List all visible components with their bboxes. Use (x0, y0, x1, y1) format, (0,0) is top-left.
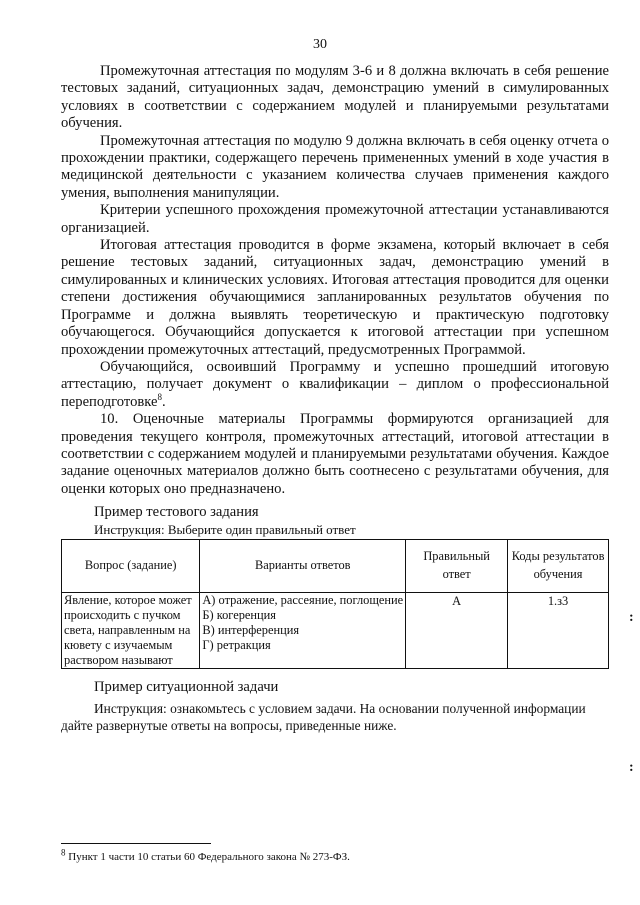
paragraph: 10. Оценочные материалы Программы формируются организацией для проведения текущего контроля, промежуточных аттестаций, итоговой аттестации в соответствии с содержанием модулей и планируемыми результатами обучения. Каждое задание оценочных материалов должно быть соотнесено с результатами обучения, для оценки которых оно предназначено. (61, 411, 609, 497)
options-cell (200, 592, 406, 668)
paragraph-end: . (161, 393, 166, 410)
paragraph: Критерии успешного прохождения промежуточной аттестации устанавливаются организацией. (61, 202, 609, 236)
correct-answer-cell: А (406, 592, 508, 668)
footnote-text: Пункт 1 части 10 статьи 60 Федерального закона № 273-ФЗ. (68, 851, 350, 863)
paragraph-text: Обучающийся, освоивший Программу и успешно прошедший итоговую аттестацию, получает документ о квалификации – диплом о профессиональной переподготовке (61, 358, 609, 410)
column-header-answer: Правильный ответ (406, 539, 508, 592)
footnote-number: 8 (61, 847, 66, 858)
footnote (61, 847, 350, 863)
body-text (61, 63, 609, 734)
paragraph-diploma (61, 359, 609, 411)
answer-option: А) отражение, рассеяние, поглощение (202, 592, 404, 607)
table-row (62, 592, 609, 668)
result-code-cell: 1.з3 (508, 592, 609, 668)
situational-example-heading: Пример ситуационной задачи (94, 678, 279, 695)
page-number: 30 (313, 37, 327, 52)
footnote-reference[interactable]: 8 (157, 391, 162, 402)
table-header-row (62, 539, 609, 592)
test-example-heading: Пример тестового задания (94, 504, 259, 521)
column-header-question: Вопрос (задание) (62, 539, 200, 592)
question-cell: Явление, которое может происходить с пучком света, направленным на кювету с изучаемым раствором называют (62, 592, 200, 668)
scan-edge-mark: : (629, 760, 634, 775)
footnote-divider (61, 843, 211, 844)
answer-option: В) интерференция (202, 622, 300, 637)
test-example-table (61, 539, 609, 669)
scan-edge-mark: : (629, 610, 634, 625)
answer-option: Б) когеренция (202, 607, 276, 622)
column-header-codes: Коды результатов обучения (508, 539, 609, 592)
column-header-options: Варианты ответов (200, 539, 406, 592)
answer-option: Г) ретракция (202, 637, 271, 652)
paragraph: Промежуточная аттестация по модулям 3-6 и 8 должна включать в себя решение тестовых заданий, ситуационных задач, демонстрацию умений в симулированных условиях в соответствии с содержанием модулей и планируемыми результатами обучения. (61, 63, 609, 132)
paragraph: Итоговая аттестация проводится в форме экзамена, который включает в себя решение тестовых заданий, ситуационных задач, демонстрацию умений в симулированных и клинических условиях. Итоговая аттестация проводится для оценки степени достижения обучающимися запланированных результатов обучения по Программе и должна выявлять теоретическую и практическую подготовку обучающегося. Обучающийся допускается к итоговой аттестации при успешном прохождении промежуточных аттестаций, предусмотренных Программой. (61, 237, 609, 358)
paragraph: Промежуточная аттестация по модулю 9 должна включать в себя оценку отчета о прохождении практики, содержащего перечень примененных умений в ходе участия в медицинской деятельности с указанием количества случаев применения каждого умения, выполнения манипуляции. (61, 132, 609, 201)
situational-example-instruction: Инструкция: ознакомьтесь с условием задачи. На основании полученной информации дайте развернутые ответы на вопросы, приведенные ниже. (61, 700, 586, 733)
test-example-instruction: Инструкция: Выберите один правильный ответ (94, 521, 356, 537)
